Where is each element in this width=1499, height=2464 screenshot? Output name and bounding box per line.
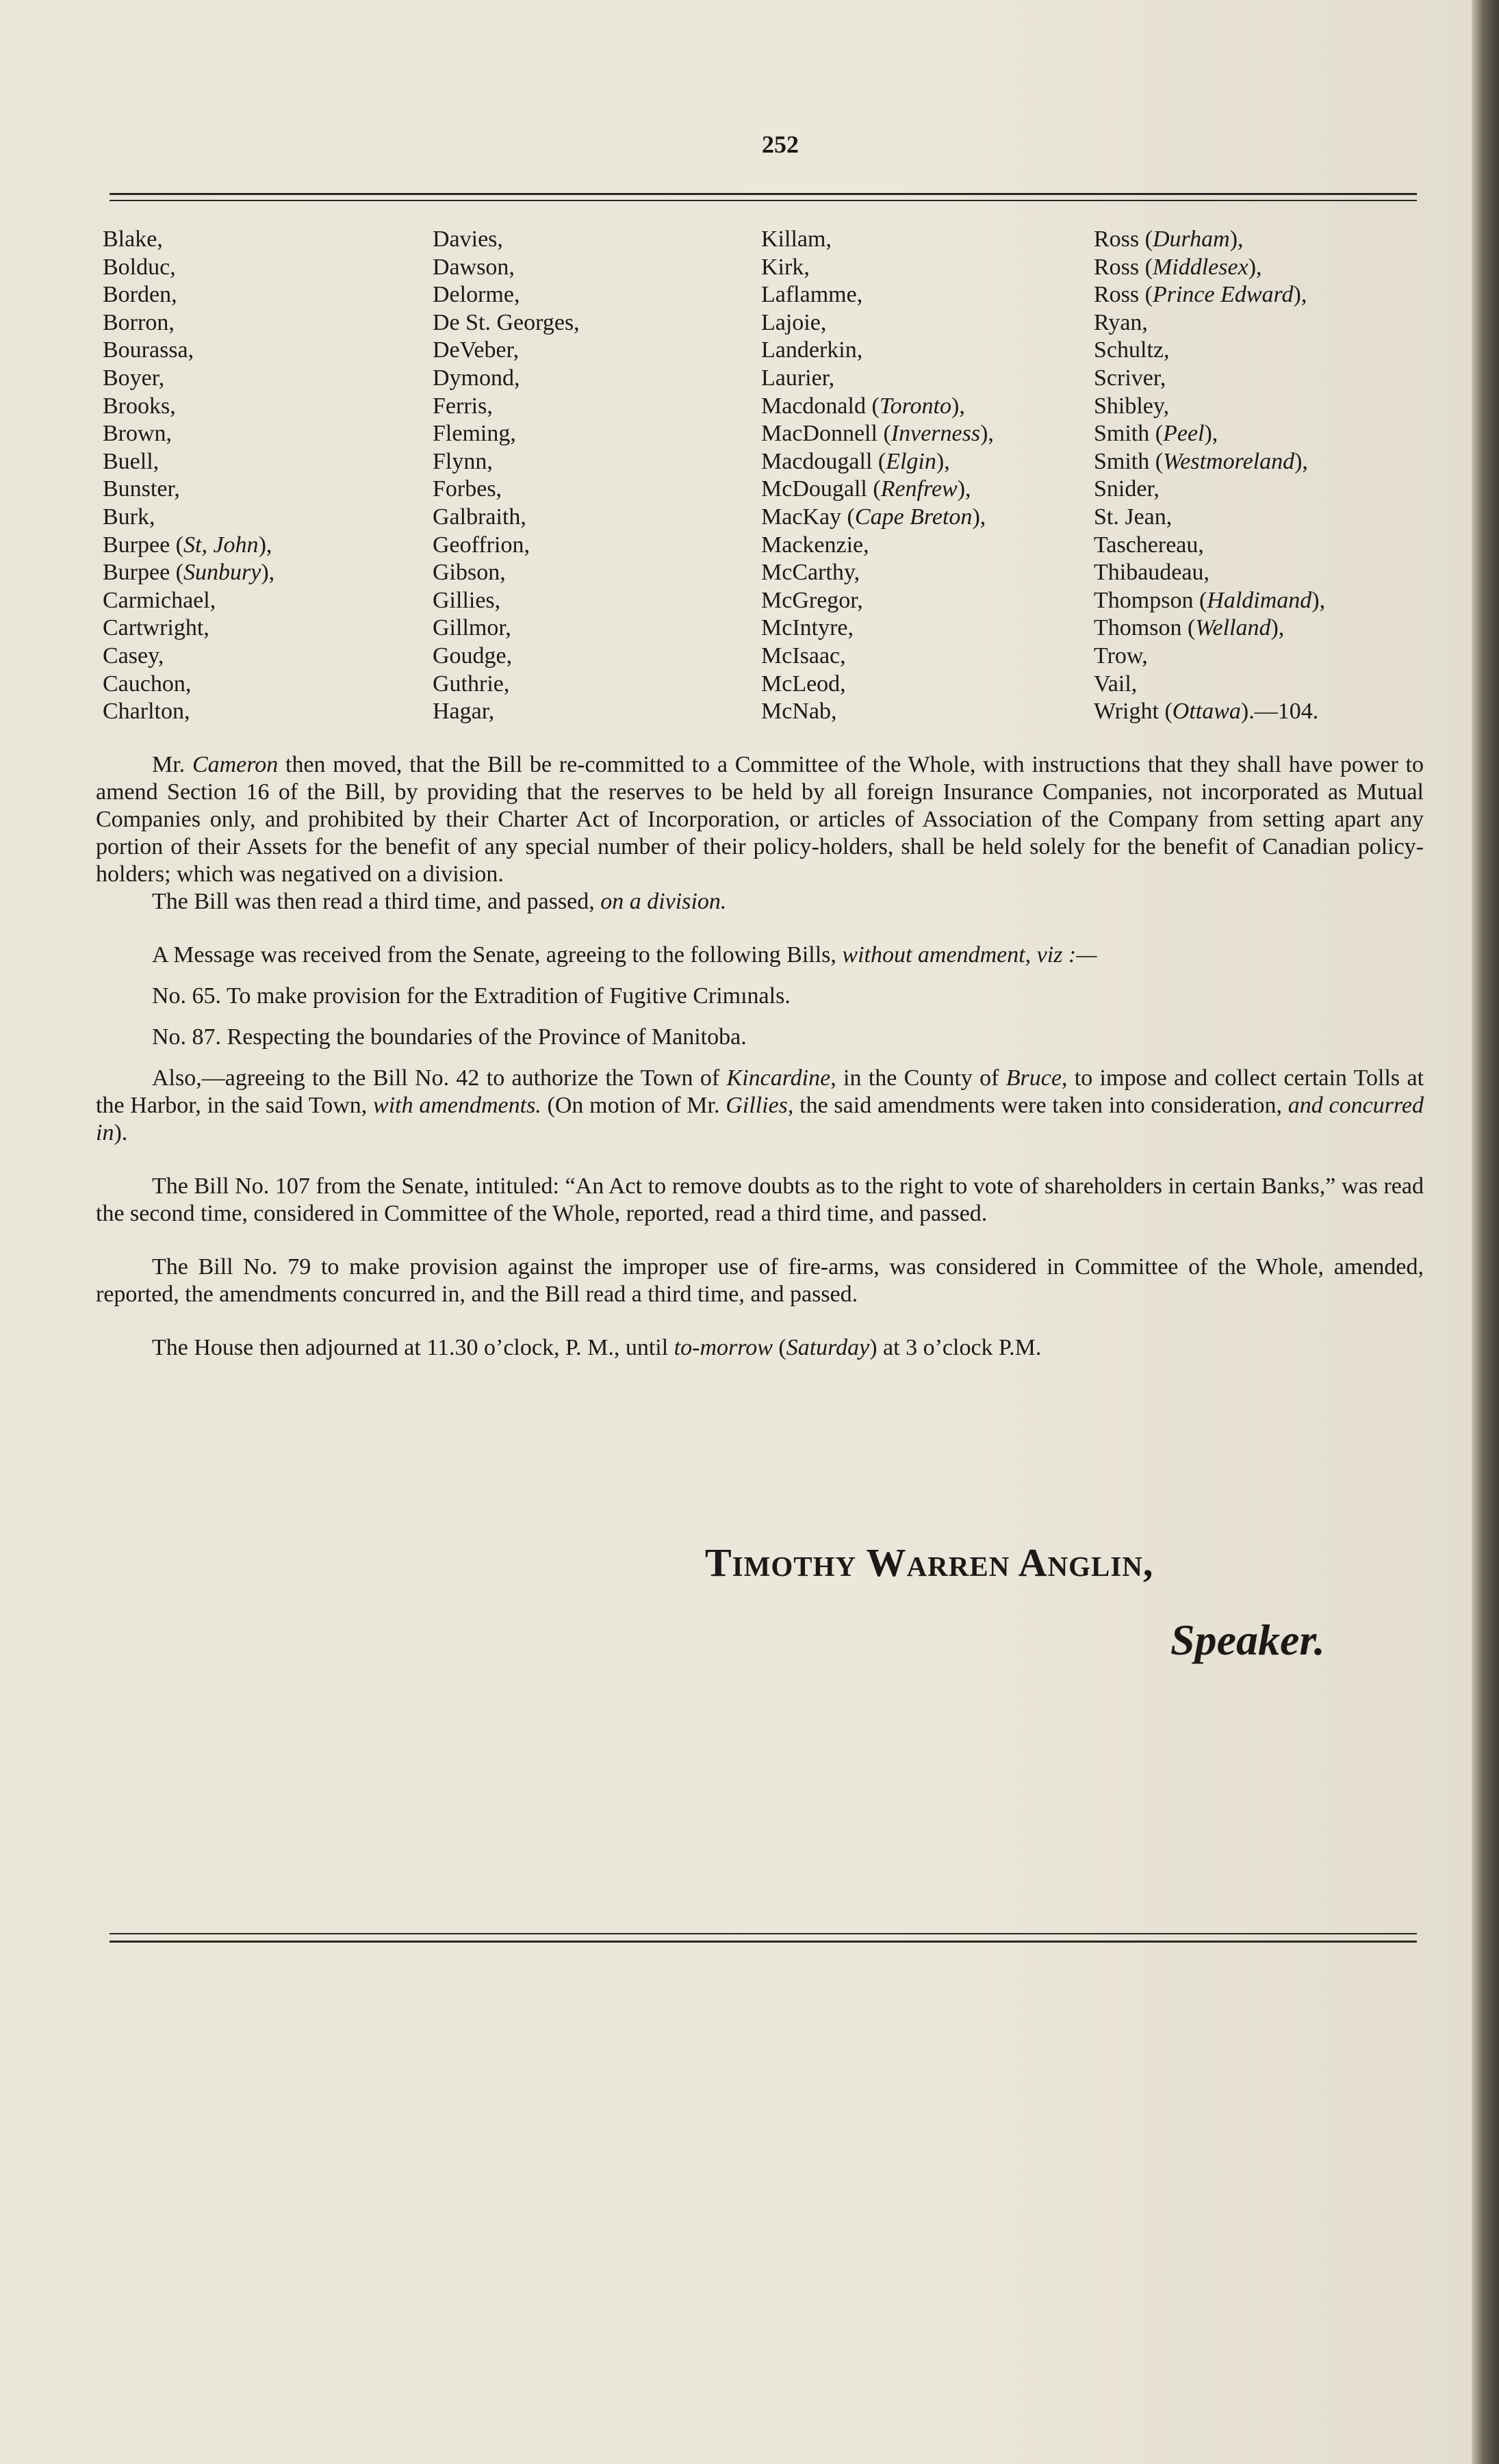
member-name: Thomson (Welland), (1094, 615, 1285, 641)
member-name: Flynn, (433, 448, 493, 474)
member-name: Schultz, (1094, 337, 1170, 363)
member-name: Ross (Durham), (1094, 226, 1244, 252)
member-name: Burpee (Sunbury), (103, 560, 275, 586)
member-name: Hagar, (433, 699, 495, 725)
name-column-2 (433, 226, 580, 726)
paragraph-recommit-motion: Mr. Cameron then moved, that the Bill be re-committed to a Committee of the Whole, with instructions that they shall have power to amend Section 16 of the Bill, by providing that the reserves to be held by all foreign Insurance Companies, not incorporated as Mutual Companies only, and prohibited by their Charter Act of Incorporation, or articles of Association of the Company from setting apart any portion of their Assets for the benefit of any special number of their policy-holders, shall be held solely for the benefit of Canadian policy-holders; which was negatived on a division. (96, 752, 1424, 887)
member-name: MacKay (Cape Breton), (761, 504, 986, 530)
member-name: Fleming, (433, 421, 516, 447)
member-name: Vail, (1094, 671, 1138, 697)
member-name: Trow, (1094, 643, 1148, 669)
member-name: Burk, (103, 504, 155, 530)
member-name: Snider, (1094, 476, 1160, 502)
member-name: MacDonnell (Inverness), (761, 421, 994, 447)
member-name: Galbraith, (433, 504, 526, 530)
member-name: Goudge, (433, 643, 513, 669)
member-name: Cartwright, (103, 615, 209, 641)
member-name: Laflamme, (761, 282, 863, 308)
member-name: Carmichael, (103, 587, 216, 613)
paragraph-bill-65: No. 65. To make provision for the Extradition of Fugitive Crimınals. (152, 983, 791, 1009)
member-name: Thibaudeau, (1094, 560, 1209, 586)
member-name: Bourassa, (103, 337, 194, 363)
name-column-3 (761, 226, 994, 726)
member-name: McLeod, (761, 671, 846, 697)
member-name: McGregor, (761, 587, 863, 613)
page-number: 252 (762, 131, 799, 158)
member-name: Ross (Prince Edward), (1094, 282, 1307, 308)
member-name: Smith (Peel), (1094, 421, 1218, 447)
paragraph-third-reading: The Bill was then read a third time, and passed, on a division. (152, 889, 727, 914)
member-name: Smith (Westmoreland), (1094, 448, 1308, 474)
member-name: Bolduc, (103, 254, 176, 280)
speaker-title: Speaker. (1170, 1616, 1325, 1664)
name-column-1 (103, 226, 274, 726)
name-column-4 (1094, 226, 1325, 726)
paragraph-senate-message: A Message was received from the Senate, agreeing to the following Bills, without amendment, viz :— (152, 942, 1097, 968)
member-name: Brown, (103, 421, 172, 447)
member-name: Scriver, (1094, 365, 1166, 391)
journal-body (96, 751, 1424, 1362)
member-name: Macdougall (Elgin), (761, 448, 950, 474)
paragraph-bill-42: Also,—agreeing to the Bill No. 42 to authorize the Town of Kincardine, in the County of Bruce, to impose and collect certain Tolls at the Harbor, in the said Town, with amendments. (On motion of Mr. Gillies, the said amendments were taken into consideration, and concurred in). (96, 1065, 1424, 1145)
division-name-list (103, 226, 1444, 732)
page-binding-edge (1472, 0, 1499, 2464)
member-name: McCarthy, (761, 560, 860, 586)
member-name: Shibley, (1094, 393, 1170, 419)
member-name: Borden, (103, 282, 177, 308)
member-name: McIsaac, (761, 643, 846, 669)
paragraph-bill-107: The Bill No. 107 from the Senate, intituled: “An Act to remove doubts as to the right to vote of shareholders in certain Banks,” was read the second time, considered in Committee of the Whole, reported, read a third time, and passed. (96, 1173, 1424, 1226)
member-name: Laurier, (761, 365, 835, 391)
paragraph-bill-79: The Bill No. 79 to make provision against the improper use of fire-arms, was considered in Committee of the Whole, amended, reported, the amendments concurred in, and the Bill read a third time, and passed. (96, 1254, 1424, 1307)
member-name: Ryan, (1094, 309, 1148, 335)
member-name: Gibson, (433, 560, 506, 586)
member-name: Wright (Ottawa).—104. (1094, 699, 1319, 725)
bottom-double-rule (110, 1933, 1417, 1943)
member-name: Mackenzie, (761, 532, 869, 558)
member-name: St. Jean, (1094, 504, 1173, 530)
member-name: McDougall (Renfrew), (761, 476, 971, 502)
member-name: Forbes, (433, 476, 502, 502)
member-name: Kirk, (761, 254, 810, 280)
member-name: Landerkin, (761, 337, 863, 363)
member-name: Killam, (761, 226, 832, 252)
member-name: Buell, (103, 448, 159, 474)
paragraph-bill-87: No. 87. Respecting the boundaries of the Province of Manitoba. (152, 1024, 747, 1050)
member-name: Gillies, (433, 587, 501, 613)
member-name: Dymond, (433, 365, 520, 391)
member-name: Geoffrion, (433, 532, 530, 558)
member-name: Brooks, (103, 393, 176, 419)
member-name: Lajoie, (761, 309, 827, 335)
member-name: Gillmor, (433, 615, 511, 641)
member-name: Cauchon, (103, 671, 192, 697)
paragraph-adjournment: The House then adjourned at 11.30 o’clock, P. M., until to-morrow (Saturday) at 3 o’clock P.M. (152, 1335, 1042, 1360)
member-name: Davies, (433, 226, 503, 252)
member-name: Ferris, (433, 393, 493, 419)
member-name: Thompson (Haldimand), (1094, 587, 1326, 613)
member-name: McNab, (761, 699, 837, 725)
member-name: Delorme, (433, 282, 520, 308)
speaker-signature-name: Timothy Warren Anglin, (705, 1540, 1154, 1585)
member-name: Boyer, (103, 365, 165, 391)
member-name: DeVeber, (433, 337, 520, 363)
member-name: Charlton, (103, 699, 190, 725)
member-name: Blake, (103, 226, 163, 252)
member-name: Bunster, (103, 476, 180, 502)
member-name: De St. Georges, (433, 309, 580, 335)
member-name: Taschereau, (1094, 532, 1204, 558)
member-name: Dawson, (433, 254, 515, 280)
member-name: Macdonald (Toronto), (761, 393, 965, 419)
member-name: McIntyre, (761, 615, 854, 641)
member-name: Ross (Middlesex), (1094, 254, 1262, 280)
member-name: Burpee (St, John), (103, 532, 272, 558)
member-name: Guthrie, (433, 671, 510, 697)
member-name: Borron, (103, 309, 175, 335)
top-double-rule (110, 193, 1417, 201)
member-name: Casey, (103, 643, 164, 669)
